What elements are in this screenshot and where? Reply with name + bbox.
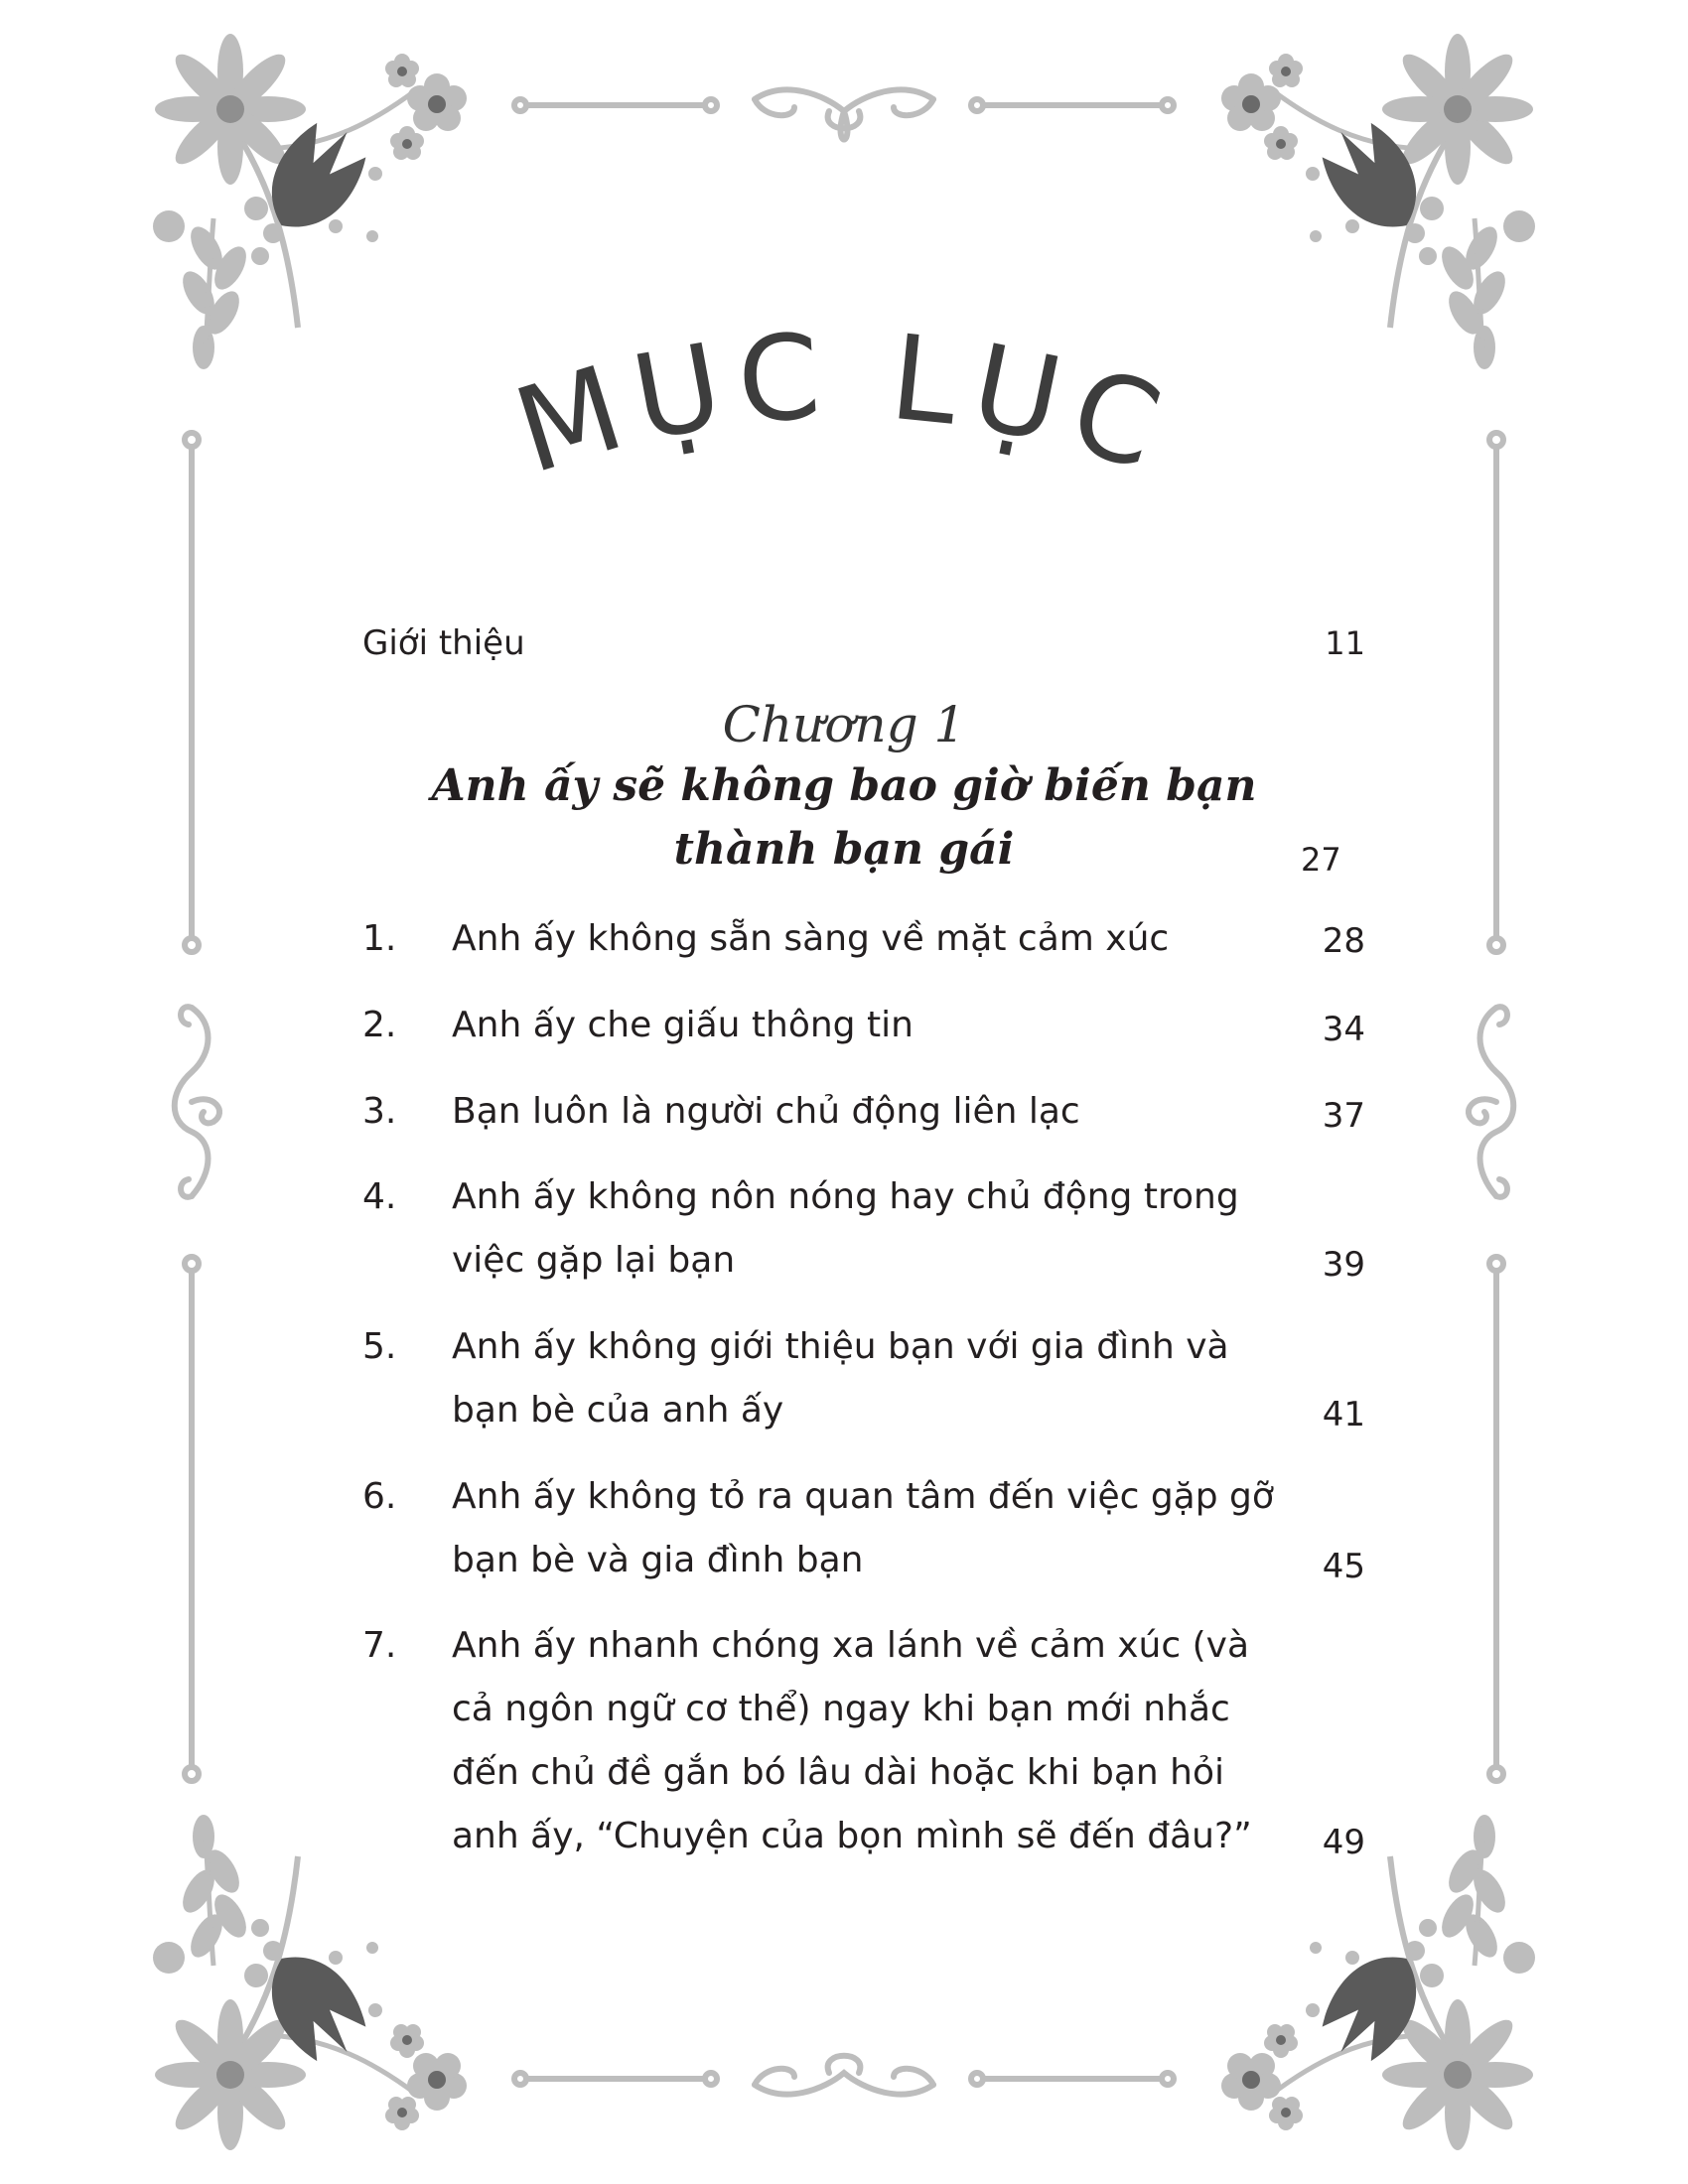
toc-entry-page: 28 (1322, 921, 1365, 961)
toc-entry-text: Anh ấy che giấu thông tin (452, 1005, 914, 1045)
toc-entry-page: 37 (1322, 1096, 1365, 1136)
toc-entry-text: Anh ấy không giới thiệu bạn với gia đình và bạn bè của anh ấy (452, 1326, 1229, 1431)
page-title (0, 328, 1688, 526)
toc-entry[interactable] (362, 1080, 1365, 1144)
toc-entry[interactable] (362, 994, 1365, 1057)
toc-entry-page: 49 (1322, 1823, 1365, 1862)
toc-entry[interactable] (362, 907, 1365, 971)
toc-entry-text: Anh ấy không sẵn sàng về mặt cảm xúc (452, 918, 1170, 959)
toc-entry-page: 34 (1322, 1010, 1365, 1049)
toc-entry-text: Bạn luôn là người chủ động liên lạc (452, 1091, 1080, 1132)
toc-entry-number: 3. (362, 1091, 397, 1132)
chapter-title-line-1: Anh ấy sẽ không bao giờ biến bạn (431, 760, 1257, 811)
toc-entry-number: 6. (362, 1476, 397, 1517)
toc-intro-label: Giới thiệu (362, 623, 525, 663)
toc-entry-page: 39 (1322, 1245, 1365, 1285)
toc-intro-row[interactable] (362, 615, 1365, 671)
toc-entry-text: Anh ấy không nôn nóng hay chủ động trong việc gặp lại bạn (452, 1176, 1239, 1281)
corner-floral-top-right (1221, 34, 1535, 369)
toc-entry-text: Anh ấy nhanh chóng xa lánh về cảm xúc (và cả ngôn ngữ cơ thể) ngay khi bạn mới nhắc đến chủ đề gắn bó lâu dài hoặc khi bạn hỏi anh ấy, “Chuyện của bọn mình sẽ đến đâu?” (452, 1625, 1252, 1856)
corner-floral-top-left (153, 34, 467, 369)
toc-entry-page: 41 (1322, 1395, 1365, 1434)
svg-text:MỤC LỤC: MỤC LỤC (499, 328, 1189, 501)
toc-entry-page: 45 (1322, 1547, 1365, 1586)
toc-entry-number: 5. (362, 1326, 397, 1367)
toc-entry[interactable] (362, 1614, 1365, 1868)
top-divider-ornament (514, 89, 1174, 139)
toc-entry-number: 1. (362, 918, 397, 959)
chapter-page-number: 27 (1301, 841, 1341, 879)
toc-intro-page: 11 (1325, 624, 1365, 662)
bottom-divider-ornament (514, 2056, 1174, 2095)
toc-entry[interactable] (362, 1465, 1365, 1592)
toc-entry[interactable] (362, 1165, 1365, 1293)
toc-entry-number: 7. (362, 1625, 397, 1666)
toc-entry-text: Anh ấy không tỏ ra quan tâm đến việc gặp gỡ bạn bè và gia đình bạn (452, 1476, 1274, 1580)
toc-entry-number: 4. (362, 1176, 397, 1217)
chapter-number: Chương 1 (722, 696, 966, 753)
toc-entry-number: 2. (362, 1005, 397, 1045)
toc-entry[interactable] (362, 1315, 1365, 1442)
chapter-title-line-2: thành bạn gái (673, 824, 1015, 875)
